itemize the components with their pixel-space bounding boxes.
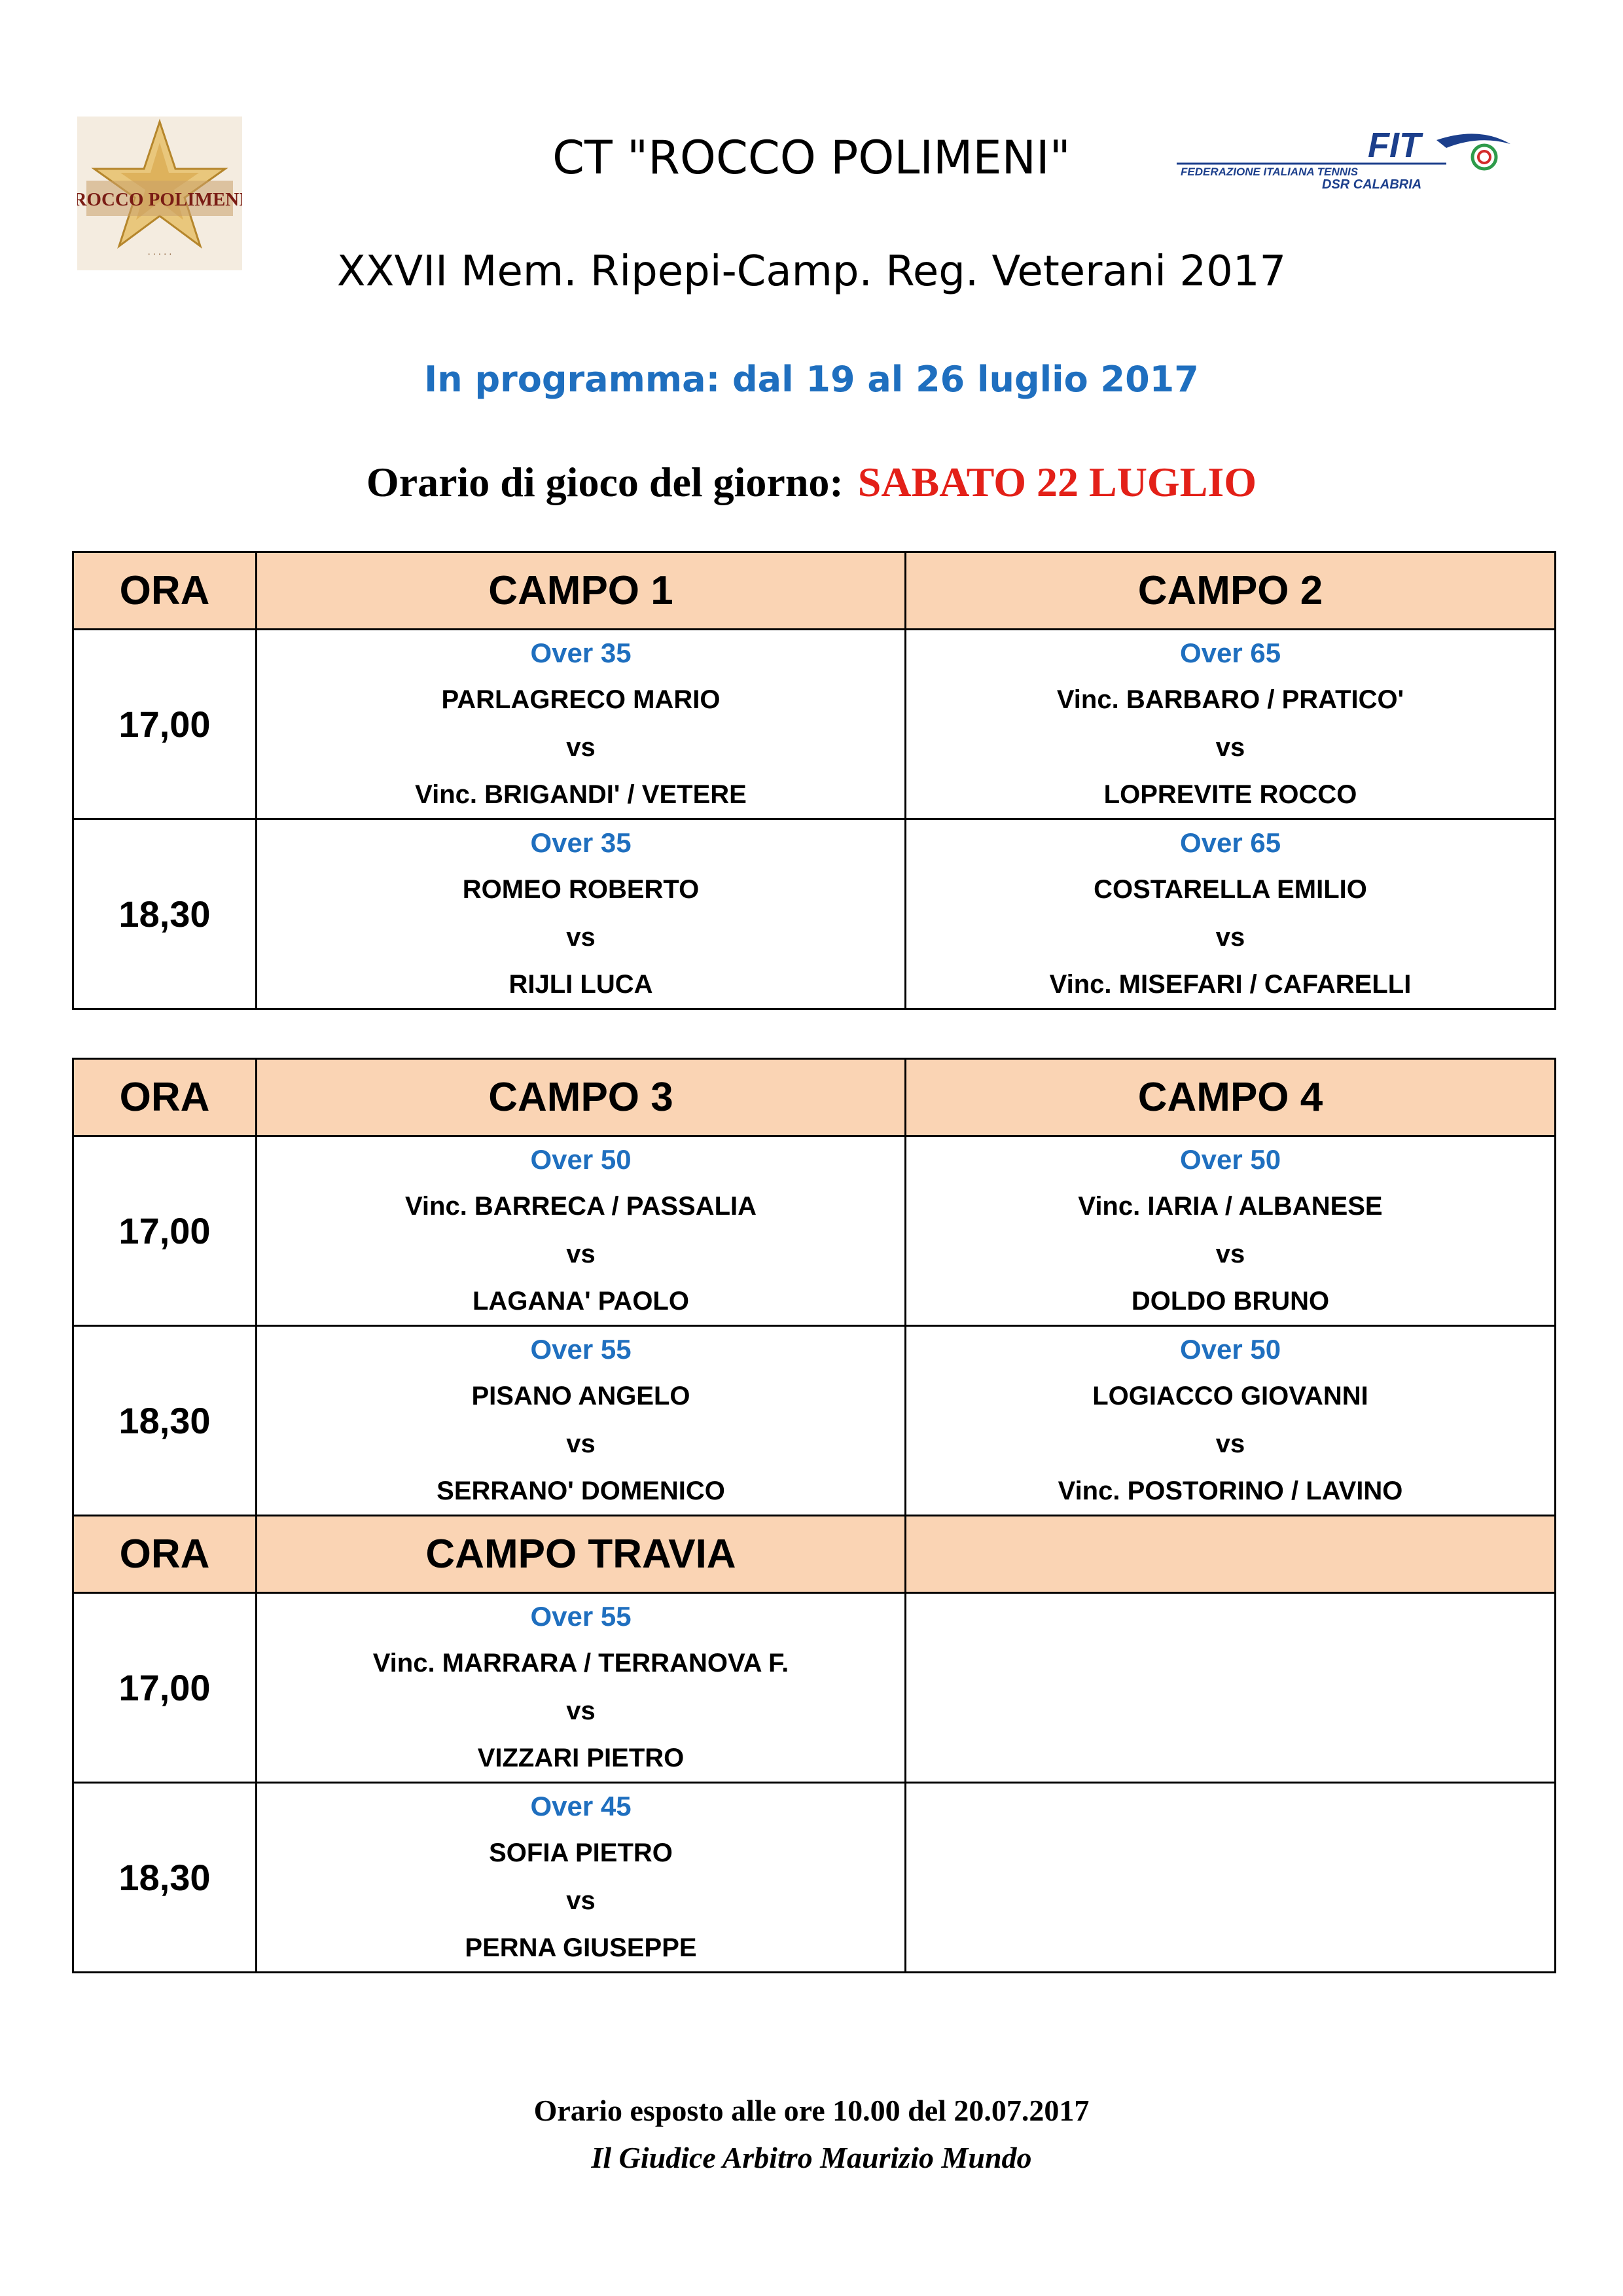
header-ora: ORA [73, 1516, 257, 1593]
match-cell [257, 819, 906, 1009]
posted-time-note: Orario esposto alle ore 10.00 del 20.07.2017 [533, 2094, 1090, 2127]
player-2: DOLDO BRUNO [1131, 1286, 1330, 1316]
schedule-day: SABATO 22 LUGLIO [857, 459, 1257, 505]
club-logo-text: ROCCO POLIMENI [77, 189, 242, 210]
player-2: LOPREVITE ROCCO [1103, 780, 1357, 809]
match-category: Over 55 [530, 1334, 632, 1365]
match-category: Over 65 [1179, 637, 1281, 669]
match-cell [257, 630, 906, 819]
fit-line2: DSR CALABRIA [1322, 177, 1422, 191]
player-1: Vinc. BARRECA / PASSALIA [404, 1192, 757, 1221]
header-campo-2: CAMPO 2 [906, 552, 1556, 630]
match-category: Over 55 [530, 1601, 632, 1632]
time-cell: 17,00 [73, 1593, 257, 1783]
referee-signature: Il Giudice Arbitro Maurizio Mundo [591, 2141, 1032, 2174]
player-2: LAGANA' PAOLO [473, 1286, 689, 1316]
vs-label: vs [566, 922, 596, 952]
empty-cell [906, 1593, 1556, 1783]
time-cell: 17,00 [73, 630, 257, 819]
table-header-row [73, 552, 1556, 630]
vs-label: vs [566, 732, 596, 762]
player-1: LOGIACCO GIOVANNI [1092, 1382, 1368, 1411]
schedule-day-line [0, 453, 1623, 512]
table-row [73, 1326, 1556, 1516]
tournament-subtitle: XXVII Mem. Ripepi-Camp. Reg. Veterani 2017 [336, 247, 1287, 296]
vs-label: vs [566, 1239, 596, 1268]
table-row [73, 630, 1556, 819]
header-ora: ORA [73, 552, 257, 630]
fit-line1: FEDERAZIONE ITALIANA TENNIS [1181, 166, 1359, 178]
player-1: PISANO ANGELO [471, 1382, 690, 1411]
header-campo-1: CAMPO 1 [257, 552, 906, 630]
match-category: Over 50 [1179, 1334, 1281, 1365]
time-cell: 18,30 [73, 1326, 257, 1516]
table-header-row [73, 1516, 1556, 1593]
match-cell [257, 1783, 906, 1973]
match-category: Over 50 [530, 1144, 632, 1175]
player-2: PERNA GIUSEPPE [465, 1933, 697, 1962]
vs-label: vs [566, 1886, 596, 1915]
player-1: COSTARELLA EMILIO [1094, 875, 1367, 905]
empty-cell [906, 1783, 1556, 1973]
schedule-table-2 [72, 1058, 1556, 1973]
time-cell: 18,30 [73, 819, 257, 1009]
player-1: SOFIA PIETRO [489, 1839, 673, 1868]
schedule-table-1 [72, 551, 1556, 1010]
header-empty [906, 1516, 1556, 1593]
vs-label: vs [566, 1429, 596, 1458]
match-cell [906, 630, 1556, 819]
svg-text:· · · · ·: · · · · · [147, 250, 172, 260]
match-category: Over 45 [530, 1791, 632, 1822]
player-1: Vinc. MARRARA / TERRANOVA F. [372, 1649, 789, 1678]
vs-label: vs [1215, 1429, 1245, 1458]
schedule-label: Orario di gioco del giorno: [366, 459, 844, 505]
match-cell [906, 819, 1556, 1009]
player-2: Vinc. POSTORINO / LAVINO [1058, 1476, 1403, 1505]
player-2: VIZZARI PIETRO [477, 1743, 685, 1772]
match-cell [257, 1593, 906, 1783]
player-2: SERRANO' DOMENICO [437, 1476, 725, 1505]
time-cell: 18,30 [73, 1783, 257, 1973]
player-1: Vinc. BARBARO / PRATICO' [1056, 685, 1404, 715]
player-2: Vinc. MISEFARI / CAFARELLI [1049, 969, 1412, 999]
vs-label: vs [1215, 732, 1245, 762]
table-row [73, 1593, 1556, 1783]
vs-label: vs [1215, 1239, 1245, 1268]
header-campo-3: CAMPO 3 [257, 1059, 906, 1136]
match-category: Over 65 [1179, 827, 1281, 859]
header-ora: ORA [73, 1059, 257, 1136]
match-category: Over 35 [530, 827, 632, 859]
time-cell: 17,00 [73, 1136, 257, 1326]
player-2: Vinc. BRIGANDI' / VETERE [415, 780, 747, 809]
match-cell [257, 1136, 906, 1326]
match-cell [257, 1326, 906, 1516]
fit-acronym: FIT [1368, 126, 1421, 165]
page-title: CT "ROCCO POLIMENI" [552, 131, 1071, 185]
vs-label: vs [566, 1696, 596, 1725]
player-1: Vinc. IARIA / ALBANESE [1078, 1192, 1383, 1221]
table-header-row [73, 1059, 1556, 1136]
match-cell [906, 1136, 1556, 1326]
player-1: PARLAGRECO MARIO [441, 685, 721, 715]
vs-label: vs [1215, 922, 1245, 952]
match-category: Over 50 [1179, 1144, 1281, 1175]
header-campo-4: CAMPO 4 [906, 1059, 1556, 1136]
program-dates: In programma: dal 19 al 26 luglio 2017 [424, 359, 1199, 400]
match-cell [906, 1326, 1556, 1516]
table-row [73, 819, 1556, 1009]
table-row [73, 1783, 1556, 1973]
header-campo-travia: CAMPO TRAVIA [257, 1516, 906, 1593]
player-1: ROMEO ROBERTO [462, 875, 700, 905]
table-row [73, 1136, 1556, 1326]
player-2: RIJLI LUCA [508, 969, 653, 999]
match-category: Over 35 [530, 637, 632, 669]
